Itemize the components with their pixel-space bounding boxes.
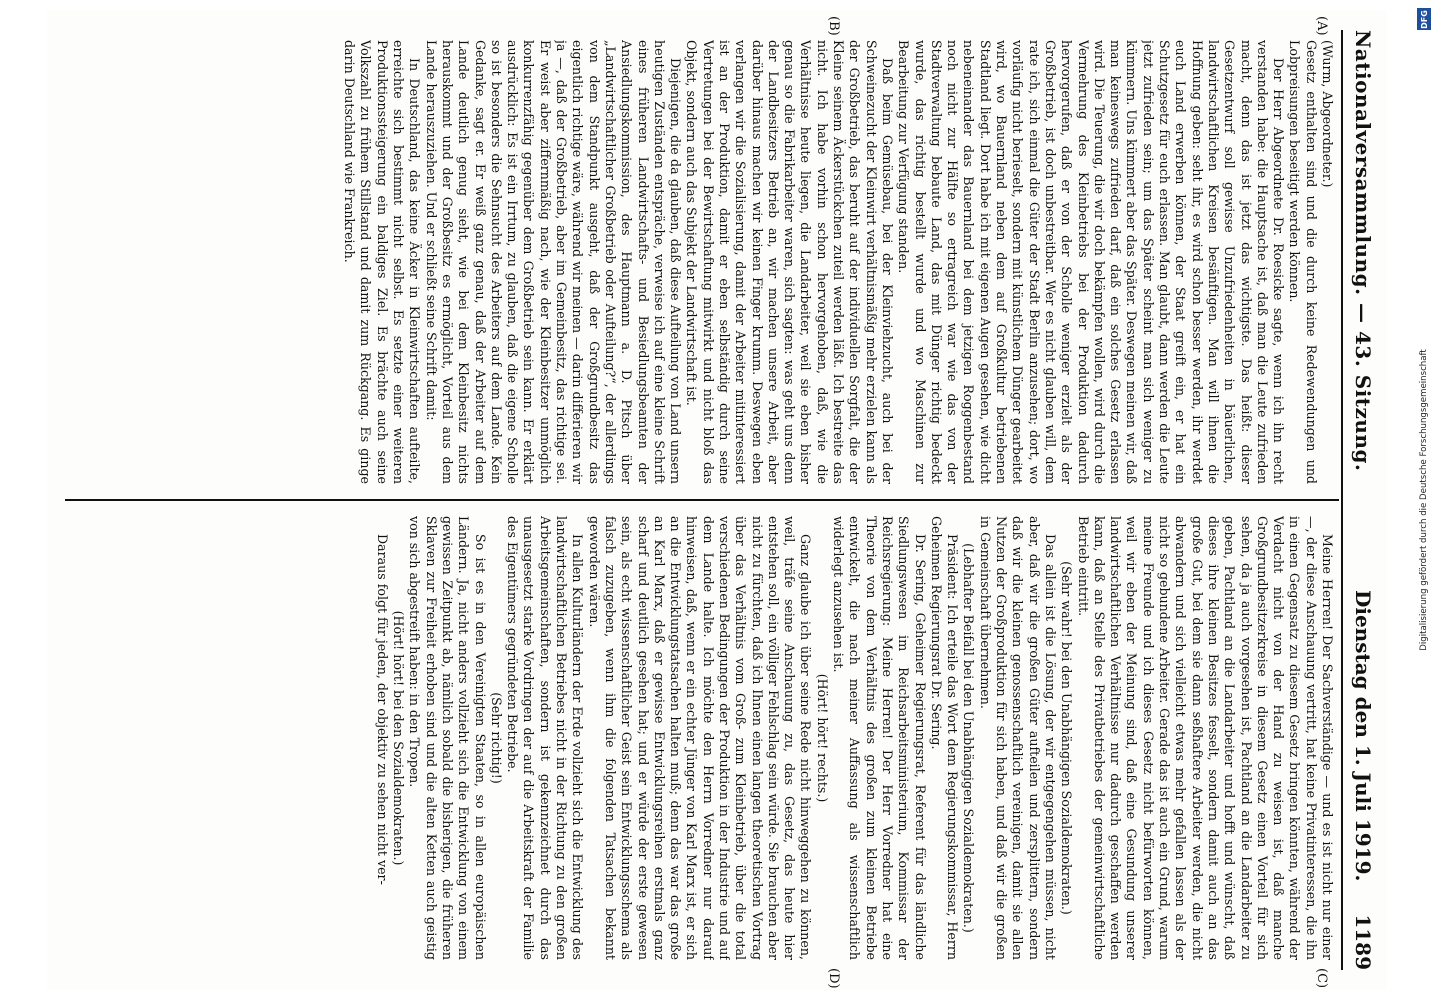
- right-column: [57, 516, 1335, 960]
- header-rule: [1341, 30, 1343, 970]
- paragraph: Gesetz enthalten sind und die durch keine Redewendungen und Lobpreisungen beseitigt werden können.: [1287, 40, 1319, 484]
- interjection: (Hört! hört! rechts.): [814, 673, 830, 803]
- margin-mark-a: (A): [1314, 16, 1329, 36]
- paragraph: Diejenigen, die da glauben, daß diese Aufteilung von Land unsern heutigen Zuständen entspräche, verweise ich auf eine kleine Schrift eines früheren Landwirtschafts- und Besiedlungsbeamten der Ansiedlungskommission, des Hauptmann a. D. Pitsch über „Landwirtschaftlicher Großbetrieb oder Aufteilung?“, der allerdings von dem Standpunkt ausgeht, daß der Großgrundbesitz das eigentlich richtige wäre, während wir meinen — darin differieren wir ja —, daß der Großbetrieb, aber im Gemeinbesitz, das richtige sei. Er weist aber ziffernmäßig nach, wie der Kleinbesitzer unmöglich konkurrenzfähig gegenüber dem Großbetrieb sein kann. Er erklärt ausdrücklich: Es ist ein Irrtum, zu glauben, daß die eigene Scholle so ist besonders die Sehnsucht des Arbeiters auf dem Lande. Kein Gedanke, sagt er. Er weiß ganz genau, daß der Arbeiter auf dem Lande deutlich genug sieht, wie bei dem Kleinbesitz nichts herauskommt und der Großbesitz es ermöglicht, Vorteil aus dem Lande herauszuziehen. Und er schließt seine Schrift damit:: [423, 40, 684, 484]
- paragraph: Dr. Sering, Geheimer Regierungsrat, Referent für das ländliche Siedlungswesen im Reichsarbeitsministerium, Kommissar der Reichsregierung: Meine Herren! Der Herr Vorredner hat eine Theorie von dem Verhältnis des großen zum kleinen Betriebe entwickelt, die nach meiner Auffassung als wissenschaftlich widerlegt anzusehen ist.: [831, 516, 928, 960]
- column-divider: [65, 499, 1339, 501]
- running-header: [1347, 30, 1381, 970]
- paragraph: Das allein ist die Lösung, der wir entgegengehen müssen, nicht aber, daß wir die großen Güter aufteilen und zersplittern, sondern daß wir die kleinen genossenschaftlich vereinigen, damit sie allen Nutzen der Großproduktion für sich haben, und daß wir die großen in Gemeinschaft übernehmen.: [977, 516, 1058, 960]
- page-number: 1189: [1351, 914, 1375, 970]
- left-column: [57, 40, 1335, 484]
- dfg-logo-text: DFG: [1419, 9, 1429, 29]
- interjection: (Sehr richtig!): [488, 692, 504, 784]
- margin-mark-c: (C): [1314, 968, 1329, 989]
- quotation: In Deutschland, das keine Äcker in Kleinwirtschaften aufteilte, erreichte sich bestimmt nicht selbst. Es setzte einer weiteren Produktionssteigerung ein baldiges Ziel. Es brächte auch seine Volkszahl zu frühem Stillstand und damit zum Rückgang. Es ginge darin Deutschland wie Frankreich.: [342, 40, 423, 484]
- interjection: (Lebhafter Beifall bei den Unabhängigen Sozialdemokraten.): [961, 543, 977, 933]
- digitization-notice: Digitalisierung gefördert durch die Deutsche Forschungsgemeinschaft: [1419, 349, 1429, 651]
- margin-mark-b: (B): [826, 16, 841, 36]
- margin-mark-d: (D): [826, 968, 841, 989]
- paragraph: So ist es in den Vereinigten Staaten, so in allen europäischen Ländern. Ja, nicht anders vollzieht sich die Entwicklung von einem gewissen Zeitpunkt ab, nämlich sobald die bisherigen, die früheren Sklaven zur Freiheit erhoben sind und die alten Ketten auch geistig von sich abgestreift haben: in den Tropen.: [407, 516, 488, 960]
- header-date: Dienstag den 1. Juli 1919.: [1351, 590, 1375, 882]
- interjection: (Sehr wahr! bei den Unabhängigen Sozialdemokraten.): [1059, 561, 1075, 915]
- paragraph: Präsident: Ich erteile das Wort dem Regierungskommissar, Herrn Geheimen Regierungsrat Dr. Sering.: [928, 516, 961, 960]
- rotated-document-page: [47, 10, 1387, 990]
- header-left: Nationalversammlung. — 43. Sitzung.: [1351, 30, 1375, 472]
- paragraph: Meine Herren! Der Sachverständige — und es ist nicht nur einer —, der diese Anschauung vertritt, hat keine Privatinteressen, die ihn in einen Gegensatz zu diesem Gesetz bringen könnten, während der Verdacht nicht von der Hand zu weisen ist, daß manche Großgrundbesitzerkreise in diesem Gesetz einen Vorteil für sich sehen, da ja auch vorgesehen ist, Pachtland an die Landarbeiter zu geben, Pachtland an die Landarbeiter und hofft und wünscht, daß dieses ihre kleinen Besitzes fesselt, sondern damit auch an das große Gut, bei dem sie dann seßhaftere Arbeiter werden, die nicht abwandern und sich vielleicht etwas mehr gefallen lassen als der nicht so gebundene Arbeiter. Gerade das ist auch ein Grund, warum meine Freunde und ich dieses Gesetz nicht befürworten können, weil wir eben der Meinung sind, daß eine Gesundung unserer landwirtschaftlichen Verhältnisse nur dadurch geschaffen werden kann, daß an Stelle des Privatbetriebes der gemeinwirtschaftliche Betrieb eintritt.: [1075, 516, 1335, 960]
- paragraph: Daraus folgt für jeden, der objektiv zu sehen nicht ver-: [374, 534, 390, 885]
- speaker-tag: (Wurm, Abgeordneter.): [1320, 40, 1335, 188]
- paragraph: Der Herr Abgeordnete Dr. Roesicke sagte, wenn ich ihn recht verstanden habe: die Hauptsache ist, daß man die Leute zufrieden macht, denn das ist jetzt das wichtigste. Das heißt: dieser Gesetzentwurf soll gewisse Unzufriedenheiten in bäuerlichen, landwirtschaftlichen Kreisen besänftigen. Man will ihnen die Hoffnung geben: seht ihr, es wird schon besser werden, ihr werdet euch Land erwerben können, der Staat greift ein, er hat ein Schutzgesetz für euch erlassen. Man glaubt, dann werden die Leute jetzt zufrieden sein; um das Später scheint man sich weniger zu kümmern. Uns kümmert aber das Später. Deswegen meinen wir, daß man keineswegs zufrieden darf, daß ein solches Gesetz erlassen wird. Die Teuerung, die wir doch bekämpfen wollen, wird durch die Vermehrung des Kleinbetriebs bei der Produktion dadurch hervorgerufen, daß er von der Scholle weniger erzielt als der Großbetrieb, ist doch unbestreitbar. Wer es nicht glauben will, dem rate ich, sich einmal die Güter der Stadt Berlin anzusehen; dort, wo vorläufig nicht berieselt, sondern mit künstlichem Dünger gearbeitet wird, wo Bauernland neben dem auf Großkultur betriebenen Stadtland liegt. Dort habe ich mit eigenen Augen gesehen, wie dicht nebeneinander das Bauernland bei dem jetzigen Roggenbestand noch nicht zur Hälfte so ertragreich war wie das von der Stadtverwaltung bebaute Land, das mit Dünger richtig bedeckt wurde, das richtig bestellt wurde und wo Maschinen zur Bearbeitung zur Verfügung standen.: [896, 40, 1287, 484]
- paragraph: Ganz glaube ich über seine Rede nicht hinweggehen zu können, weil, träfe seine Anschauung zu, das Gesetz, das heute hier entstehen soll, ein völliger Fehlschlag sein würde. Sie brauchen aber nicht zu fürchten, daß ich Ihnen einen langen theoretischen Vortrag über das Verhältnis vom Groß- zum Kleinbetrieb, über die total verschiedenen Bedingungen der Produktion in der Industrie und auf dem Lande halte. Ich möchte den Herrn Vorredner nur darauf hinweisen, daß, wenn er ein echter Jünger von Karl Marx ist, er sich an die Entwicklungstatsachen halten muß; denn das war das große an Karl Marx, daß er gewisse Entwicklungsreihen erstmals ganz scharf und deutlich gesehen hat; und er würde der erste gewesen sein, als echt wissenschaftlicher Geist sein Entwicklungsschema als falsch zuzugeben, wenn ihm die folgenden Tatsachen bekannt geworden wären.: [586, 516, 814, 960]
- dfg-logo: [1417, 8, 1431, 30]
- paragraph: In allen Kulturländern der Erde vollzieht sich die Entwicklung des landwirtschaftlichen Betriebes nicht in der Richtung zu den großen Arbeitsgemeinschaften, sondern ist gekennzeichnet durch das unausgesetzt starke Vordringen der auf die Arbeitskraft der Familie des Eigentümers gegründeten Betriebe.: [505, 516, 586, 960]
- interjection: (Hört! hört! bei den Sozialdemokraten.): [391, 610, 407, 866]
- paragraph: Daß beim Gemüsebau, bei der Kleinviehzucht, auch bei der Schweinezucht der Kleinwirt verhältnismäßig mehr erzielen kann als der Großbetrieb, das beruht auf der individuellen Sorgfalt, die der Kleine seinem Äckerstückchen zuteil werden läßt. Ich bestreite das nicht. Ich habe vorhin schon hervorgehoben, daß, wie die Verhältnisse heute liegen, die Landarbeiter, weil sie eben bisher genau so die Fabrikarbeiter waren, sich sagten: was geht uns denn der Landbesitzers Betrieb an, wir machen unsere Arbeit, aber darüber hinaus machen wir keinen Finger krumm. Deswegen eben verlangen wir die Sozialisierung, damit der Arbeiter mitinteressiert ist an der Produktion, damit er eben selbständig durch seine Vertretungen bei der Bewirtschaftung mitwirkt und nicht bloß das Objekt, sondern auch das Subjekt der Landwirtschaft ist.: [684, 40, 895, 484]
